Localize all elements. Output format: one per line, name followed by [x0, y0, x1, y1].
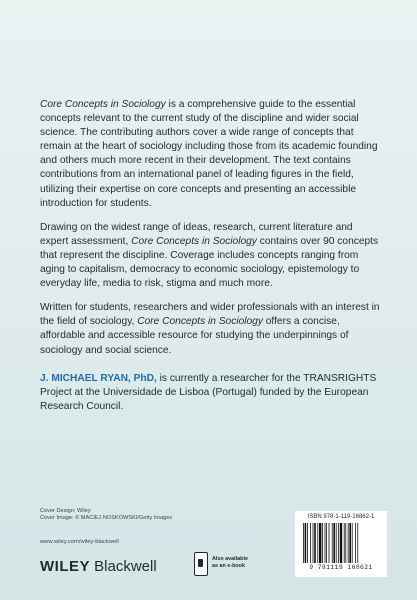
barcode-bar: [333, 523, 335, 563]
blurb: [40, 98, 380, 368]
author-bio: [40, 372, 380, 414]
publisher-url[interactable]: www.wiley.com/wiley-blackwell: [40, 539, 119, 545]
blurb-paragraph-1: [40, 98, 380, 211]
ebook-badge: [194, 552, 254, 578]
barcode-bar: [313, 523, 314, 563]
blurb-paragraph-2: [40, 221, 380, 291]
barcode-bar: [338, 523, 339, 563]
barcode-bar: [345, 523, 346, 563]
blurb-text: contains over 90 concepts that represent the discipline. Coverage includes concepts ranging from aging to capitalism, democracy to economic sociology, epistemology to everyday life, media to risk, stigma and much more.: [40, 235, 379, 290]
publisher-wiley: WILEY: [40, 558, 90, 575]
barcode-bar: [329, 523, 330, 563]
isbn-label: ISBN 978-1-119-16862-1: [307, 514, 375, 520]
barcode-bar: [336, 523, 337, 563]
barcode-bar: [307, 523, 308, 563]
barcode-bar: [319, 523, 321, 563]
barcode-bar: [348, 523, 349, 563]
blurb-text: offers a concise, affordable and accessible resource for studying the underpinnings of sociology and social science.: [40, 316, 349, 356]
blurb-paragraph-3: [40, 301, 380, 357]
cover-design-credit: Cover Design: Wiley: [40, 508, 91, 514]
blurb-text: Drawing on the widest range of ideas, research, current literature and expert assessment,: [40, 221, 353, 247]
barcode-bar: [340, 523, 342, 563]
barcode-bar: [326, 523, 327, 563]
barcode-digits: 9 781119 168621: [309, 564, 373, 571]
blurb-text: is a comprehensive guide to the essential concepts relevant to the current study of the discipline and wider social science. The contributing authors cover a wide range of concepts that remain at the heart of sociology including those from its academic founding and others much more recent in their development. The text contains contributions from an international panel of leading figures in the field, utilizing their expertise on core concepts and presenting an accessible introduction for students.: [40, 99, 378, 209]
barcode-bar: [310, 523, 311, 563]
barcode-bar: [322, 523, 323, 563]
book-title: Core Concepts in Sociology: [137, 316, 263, 328]
barcode-icon: [301, 523, 381, 563]
author-name: J. MICHAEL RYAN, PhD,: [40, 373, 157, 384]
barcode-bar: [349, 523, 351, 563]
barcode-bar: [355, 523, 356, 563]
barcode-bar: [357, 523, 358, 563]
barcode-bar: [305, 523, 307, 563]
author-bio-text: is currently a researcher for the TRANSRIGHTS Project at the Universidade de Lisboa (Portugal) funded by the European Research Council.: [40, 373, 377, 413]
cover-image-credit: Cover Image: © MACIEJ NOSKOWSKI/Getty Images: [40, 515, 173, 522]
book-title: Core Concepts in Sociology: [40, 99, 166, 110]
barcode-bar: [314, 523, 316, 563]
barcode-bar: [303, 523, 304, 563]
isbn-barcode-block: [295, 511, 387, 577]
blurb-text: Written for students, researchers and wider professionals with an interest in the field of sociology,: [40, 302, 380, 328]
barcode-bar: [325, 523, 326, 563]
ebook-line-1: Also available: [212, 556, 248, 562]
book-title: Core Concepts in Sociology: [131, 235, 257, 247]
publisher-blackwell: Blackwell: [94, 558, 157, 575]
barcode-bar: [344, 523, 345, 563]
cover-credits: [40, 508, 172, 523]
ebook-icon: [194, 552, 208, 576]
barcode-bar: [332, 523, 333, 563]
publisher-logo: [40, 558, 157, 576]
ebook-line-2: as an e-book: [212, 563, 245, 569]
barcode-bar: [352, 523, 353, 563]
barcode-bar: [317, 523, 318, 563]
